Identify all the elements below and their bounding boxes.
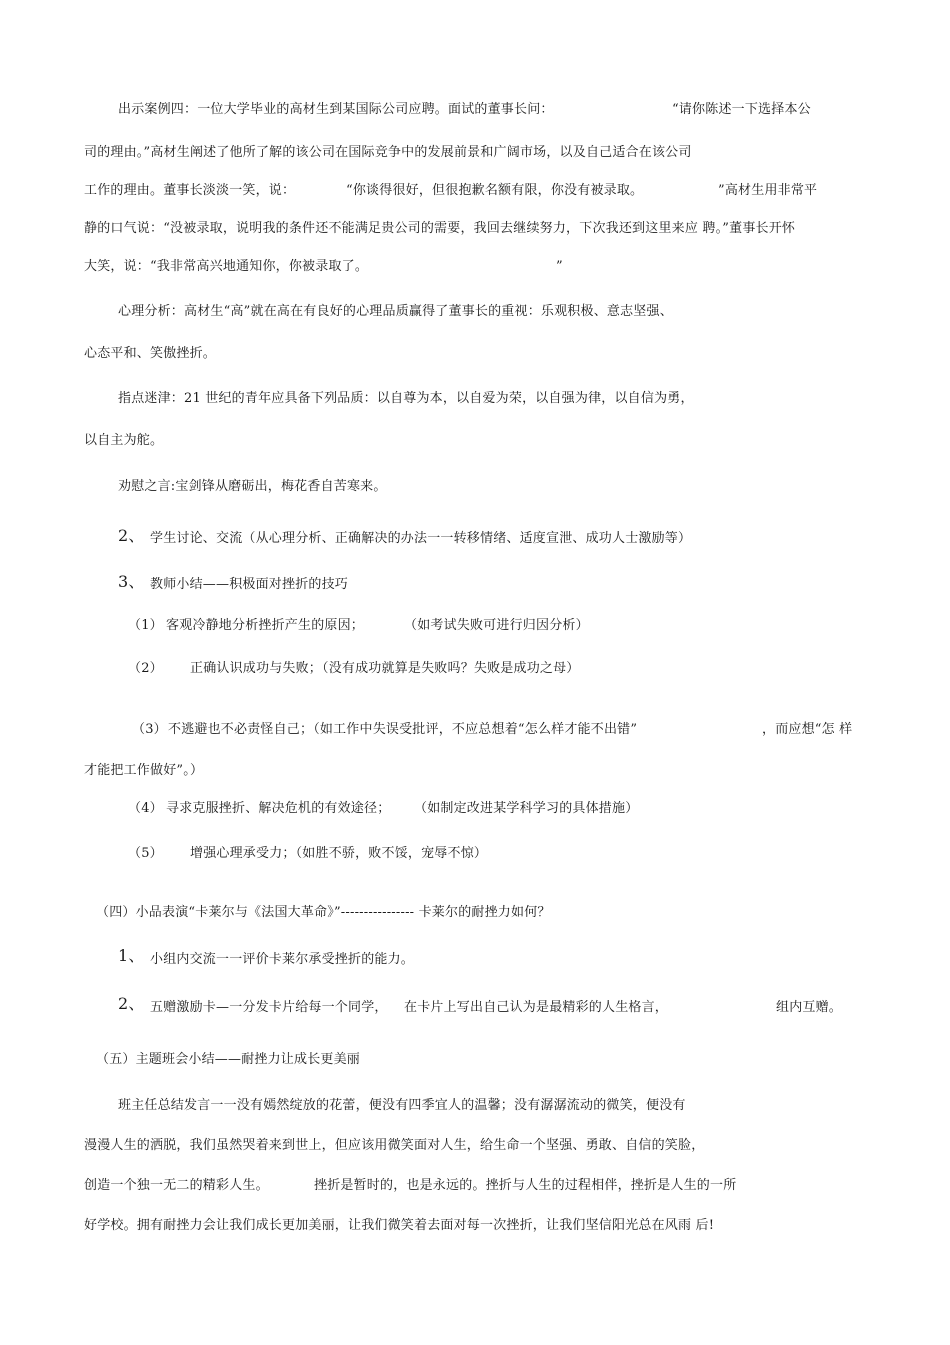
tip2-text: 正确认识成功与失败；（没有成功就算是失败吗？失败是成功之母） xyxy=(190,661,580,676)
case4-line1b: “请你陈述一下选择本公 xyxy=(672,102,811,117)
item2-number: 2、 xyxy=(118,526,145,545)
section5-line3b: 挫折是暂时的，也是永远的。挫折与人生的过程相伴，挫折是人生的一所 xyxy=(314,1178,737,1193)
section5-heading: （五）主题班会小结——耐挫力让成长更美丽 xyxy=(96,1052,361,1067)
item3-text: 教师小结——积极面对挫折的技巧 xyxy=(150,577,349,592)
tip5-number: （5） xyxy=(128,846,163,861)
tip4-note: （如制定改进某学科学习的具体措施） xyxy=(414,801,639,816)
tip3-text-end: ，而应想“怎 样 xyxy=(762,722,853,737)
case4-line3a: 工作的理由。董事长淡淡一笑，说： xyxy=(84,183,296,198)
section5-line4: 好学校。拥有耐挫力会让我们成长更加美丽，让我们微笑着去面对每一次挫折，让我们坚信阳光总在风雨 后! xyxy=(84,1218,715,1233)
section4-item2-text-end: 组内互赠。 xyxy=(776,1000,843,1015)
tip1-note: （如考试失败可进行归因分析） xyxy=(404,618,589,633)
item3-number: 3、 xyxy=(118,572,145,591)
section4-heading: （四）小品表演“卡莱尔与《法国大革命》”---------------- 卡莱尔的耐挫力如何？ xyxy=(96,905,551,920)
case4-line5b: ” xyxy=(556,259,563,274)
case4-line3b: “你谈得很好，但很抱歉名额有限，你没有被录取。 xyxy=(346,183,644,198)
case4-line1a: 出示案例四：一位大学毕业的高材生到某国际公司应聘。面试的董事长问： xyxy=(118,102,554,117)
section4-item2-text-mid: 在卡片上写出自己认为是最精彩的人生格言， xyxy=(404,1000,669,1015)
tip3-number: （3） xyxy=(132,722,167,737)
section4-item1-number: 1、 xyxy=(118,946,145,965)
guide-line1: 指点迷津：21 世纪的青年应具备下列品质：以自尊为本，以自爱为荣，以自强为律，以自信为勇， xyxy=(118,391,694,406)
section4-item2-text: 五赠激励卡—一分发卡片给每一个同学， xyxy=(150,1000,388,1015)
section5-line3a: 创造一个独一无二的精彩人生。 xyxy=(84,1178,269,1193)
guide-line2: 以自主为舵。 xyxy=(84,433,164,448)
analysis-line1: 心理分析：高材生“高”就在高在有良好的心理品质赢得了董事长的重视：乐观积极、意志坚强、 xyxy=(118,304,673,319)
tip3-text-line2: 才能把工作做好”。） xyxy=(84,763,204,778)
item2-text: 学生讨论、交流（从心理分析、正确解决的办法一一转移情绪、适度宣泄、成功人士激励等） xyxy=(150,531,692,546)
section4-item1-text: 小组内交流一一评价卡莱尔承受挫折的能力。 xyxy=(150,952,415,967)
section4-item2-number: 2、 xyxy=(118,994,145,1013)
tip3-text: 不逃避也不必责怪自己；（如工作中失误受批评，不应总想着“怎么样才能不出错” xyxy=(168,722,638,737)
case4-line4: 静的口气说：“没被录取，说明我的条件还不能满足贵公司的需要，我回去继续努力，下次我还到这里来应 聘。”董事长开怀 xyxy=(84,221,796,236)
tip2-number: （2） xyxy=(128,661,163,676)
tip4-text: 寻求克服挫折、解决危机的有效途径； xyxy=(166,801,391,816)
case4-line2: 司的理由。”高材生阐述了他所了解的该公司在国际竞争中的发展前景和广阔市场，以及自己适合在该公司 xyxy=(84,145,692,160)
section5-line1: 班主任总结发言一一没有嫣然绽放的花蕾，便没有四季宜人的温馨；没有潺潺流动的微笑，便没有 xyxy=(118,1098,686,1113)
tip1-number: （1） xyxy=(128,618,163,633)
case4-line5a: 大笑，说：“我非常高兴地通知你，你被录取了。 xyxy=(84,259,369,274)
tip5-text: 增强心理承受力；（如胜不骄，败不馁，宠辱不惊） xyxy=(190,846,488,861)
section5-line2: 漫漫人生的洒脱，我们虽然哭着来到世上，但应该用微笑面对人生，给生命一个坚强、勇敢、自信的笑脸， xyxy=(84,1138,705,1153)
analysis-line2: 心态平和、笑傲挫折。 xyxy=(84,346,217,361)
tip4-number: （4） xyxy=(128,801,163,816)
tip1-text: 客观冷静地分析挫折产生的原因； xyxy=(166,618,365,633)
motto: 劝慰之言:宝剑锋从磨砺出，梅花香自苦寒来。 xyxy=(118,479,387,494)
case4-line3c: ”高材生用非常平 xyxy=(718,183,818,198)
